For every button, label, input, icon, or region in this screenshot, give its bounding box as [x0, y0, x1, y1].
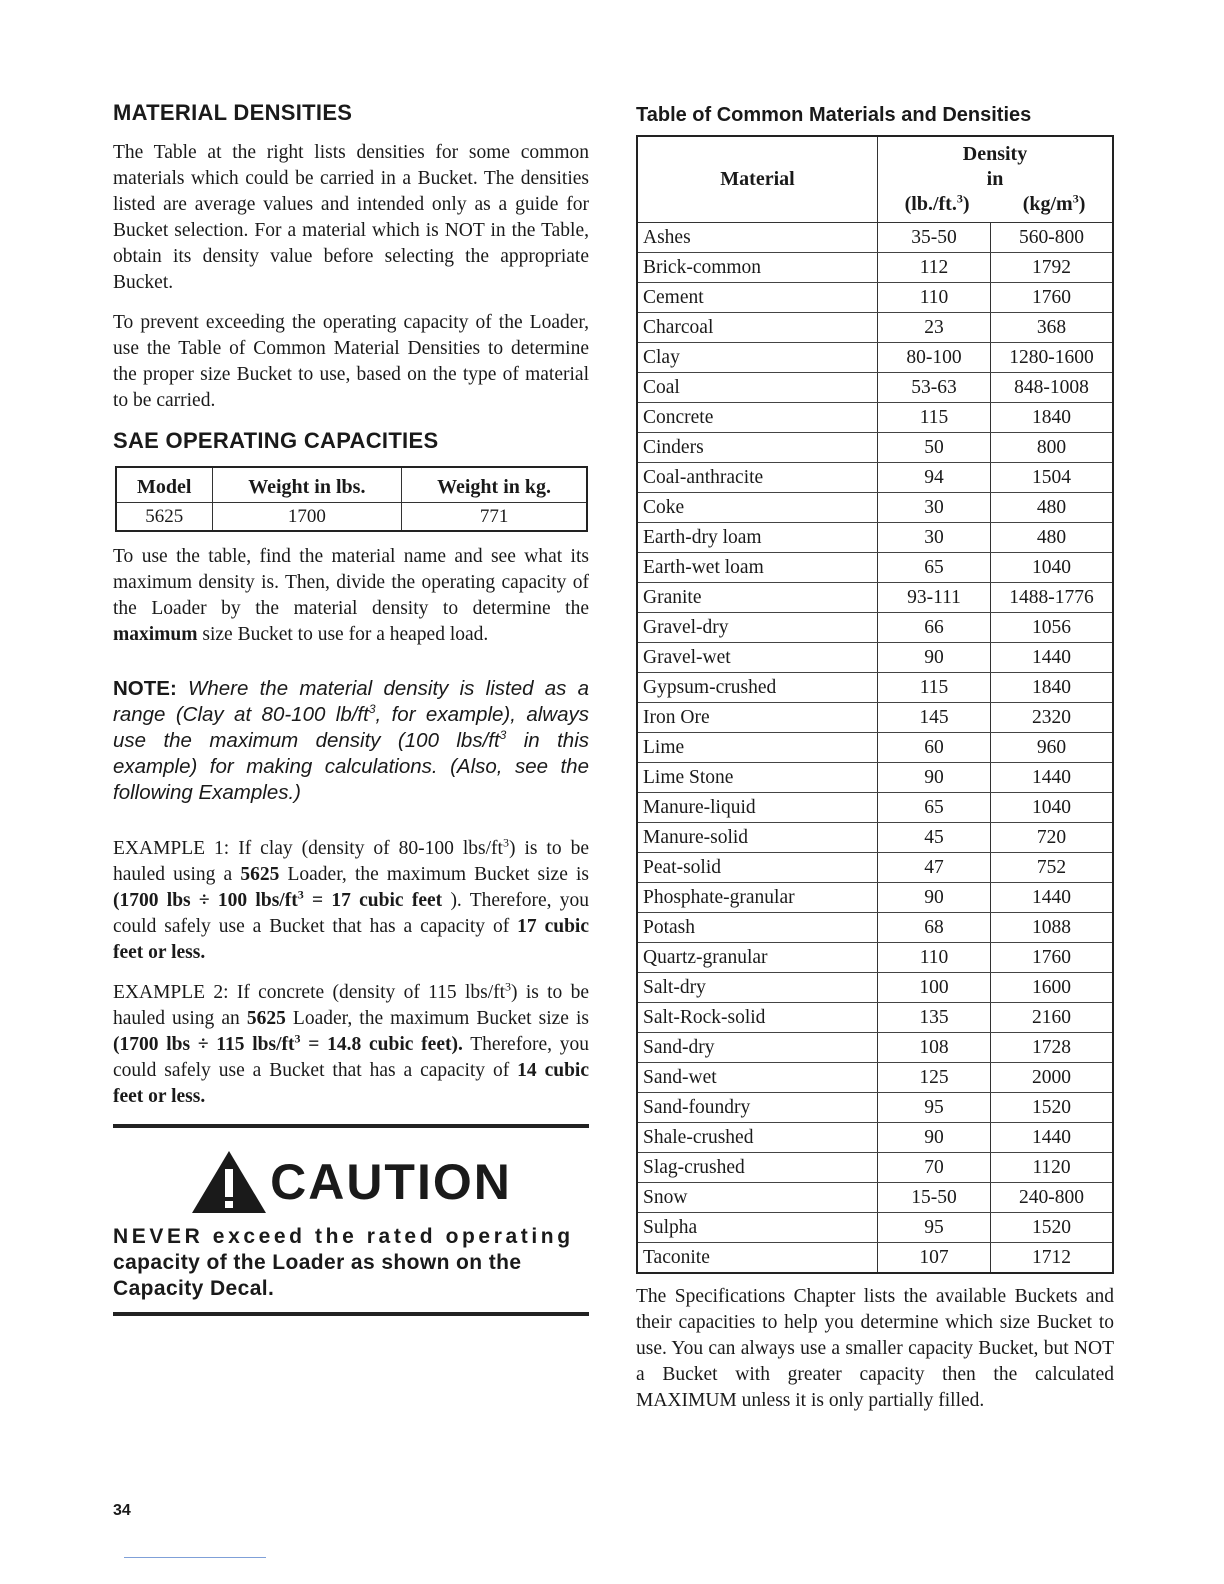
table-row	[637, 1093, 1113, 1123]
density-lb-value: 66	[878, 613, 991, 643]
density-kg-value: 1712	[991, 1243, 1114, 1274]
density-kg-value: 1792	[991, 253, 1114, 283]
density-kg-value: 960	[991, 733, 1114, 763]
table-row	[637, 1003, 1113, 1033]
table-row	[637, 223, 1113, 253]
table-row	[637, 583, 1113, 613]
material-name: Snow	[637, 1183, 878, 1213]
caution-bottom-rule	[113, 1312, 589, 1316]
material-name: Earth-dry loam	[637, 523, 878, 553]
density-lb-value: 50	[878, 433, 991, 463]
density-kg-value: 1520	[991, 1213, 1114, 1243]
material-name: Manure-liquid	[637, 793, 878, 823]
table-row	[637, 733, 1113, 763]
table-row	[637, 943, 1113, 973]
material-name: Lime	[637, 733, 878, 763]
material-name: Shale-crushed	[637, 1123, 878, 1153]
material-name: Slag-crushed	[637, 1153, 878, 1183]
density-lb-value: 65	[878, 553, 991, 583]
sae-kg-value: 771	[402, 503, 587, 532]
density-lb-value: 35-50	[878, 223, 991, 253]
table-row	[637, 1033, 1113, 1063]
density-lb-value: 65	[878, 793, 991, 823]
density-kg-value: 1280-1600	[991, 343, 1114, 373]
table-row	[637, 553, 1113, 583]
sae-header-kg: Weight in kg.	[402, 467, 587, 503]
density-kg-value: 1440	[991, 763, 1114, 793]
density-kg-value: 1760	[991, 283, 1114, 313]
density-lb-value: 60	[878, 733, 991, 763]
density-lb-value: 110	[878, 943, 991, 973]
density-lb-value: 15-50	[878, 1183, 991, 1213]
density-lb-value: 115	[878, 673, 991, 703]
material-name: Iron Ore	[637, 703, 878, 733]
density-lb-value: 108	[878, 1033, 991, 1063]
intro-paragraph: The Table at the right lists densities for some common materials which could be carried in a Bucket. The densities listed are average values and intended only as a guide for Bucket selection. For a material which is NOT in the Table, obtain its density value before selecting the appropriate Bucket.	[113, 142, 589, 293]
density-lb-value: 110	[878, 283, 991, 313]
right-column	[636, 104, 1114, 1414]
density-kg-value: 1040	[991, 793, 1114, 823]
material-name: Ashes	[637, 223, 878, 253]
density-kg-value: 1440	[991, 643, 1114, 673]
density-kg-value: 752	[991, 853, 1114, 883]
density-lb-value: 23	[878, 313, 991, 343]
sae-capacities-table	[115, 466, 588, 532]
density-kg-value: 368	[991, 313, 1114, 343]
density-lb-value: 95	[878, 1093, 991, 1123]
density-kg-value: 720	[991, 823, 1114, 853]
table-row	[637, 883, 1113, 913]
density-lb-value: 90	[878, 643, 991, 673]
material-name: Taconite	[637, 1243, 878, 1274]
material-name: Sulpha	[637, 1213, 878, 1243]
density-lb-value: 90	[878, 1123, 991, 1153]
material-densities-heading: MATERIAL DENSITIES	[113, 100, 353, 125]
table-row	[637, 1153, 1113, 1183]
material-name: Sand-dry	[637, 1033, 878, 1063]
density-lb-value: 90	[878, 763, 991, 793]
table-row	[637, 463, 1113, 493]
density-lb-value: 115	[878, 403, 991, 433]
table-row	[637, 913, 1113, 943]
density-lb-value: 94	[878, 463, 991, 493]
material-name: Lime Stone	[637, 763, 878, 793]
density-lb-value: 112	[878, 253, 991, 283]
caution-message: NEVER exceed the rated operating capacity of the Loader as shown on the Capacity Decal.	[113, 1225, 574, 1300]
density-lb-value: 70	[878, 1153, 991, 1183]
density-kg-value: 1488-1776	[991, 583, 1114, 613]
density-lb-value: 68	[878, 913, 991, 943]
density-kg-value: 1504	[991, 463, 1114, 493]
density-lb-value: 145	[878, 703, 991, 733]
material-name: Clay	[637, 343, 878, 373]
density-lb-value: 90	[878, 883, 991, 913]
example-2-paragraph: EXAMPLE 2: If concrete (density of 115 lbs/$ft^3$) is to be hauled using an 5625 Loader, the maximum Bucket size is (1700 lbs ÷ 115 lbs/$ft^3 = 14.8$ cubic feet). Therefore, you could safely use a Bucket that has a capacity of 14 cubic feet or less.	[113, 979, 590, 1107]
material-name: Potash	[637, 913, 878, 943]
density-kg-value: 1760	[991, 943, 1114, 973]
material-name: Phosphate-granular	[637, 883, 878, 913]
density-lb-value: 100	[878, 973, 991, 1003]
table-row	[637, 703, 1113, 733]
material-name: Coal-anthracite	[637, 463, 878, 493]
table-row	[637, 613, 1113, 643]
density-kg-value: 560-800	[991, 223, 1114, 253]
table-row	[637, 1243, 1113, 1274]
density-kg-value: 1728	[991, 1033, 1114, 1063]
density-kg-value: 1840	[991, 403, 1114, 433]
material-name: Concrete	[637, 403, 878, 433]
sae-capacities-heading: SAE OPERATING CAPACITIES	[113, 428, 439, 453]
material-name: Gypsum-crushed	[637, 673, 878, 703]
table-row	[637, 643, 1113, 673]
warning-triangle-icon	[190, 1149, 268, 1215]
header-unit-kg: $(kg/m^3)$	[1022, 191, 1086, 215]
material-name: Gravel-dry	[637, 613, 878, 643]
table-row	[637, 493, 1113, 523]
usage-paragraph: To use the table, find the material name and see what its maximum density is. Then, divide the operating capacity of the Loader by the material density to determine the maximum size Bucket to use for a heaped load.	[113, 546, 589, 645]
material-name: Salt-dry	[637, 973, 878, 1003]
material-name: Coke	[637, 493, 878, 523]
densities-body	[637, 223, 1113, 1274]
table-row	[637, 973, 1113, 1003]
material-name: Sand-wet	[637, 1063, 878, 1093]
density-kg-value: 480	[991, 493, 1114, 523]
table-row	[637, 673, 1113, 703]
table-row	[637, 343, 1113, 373]
densities-header-row	[637, 136, 1113, 223]
table-row	[637, 373, 1113, 403]
density-kg-value: 1520	[991, 1093, 1114, 1123]
density-kg-value: 1840	[991, 673, 1114, 703]
table-row	[637, 283, 1113, 313]
density-lb-value: 125	[878, 1063, 991, 1093]
material-name: Charcoal	[637, 313, 878, 343]
maximum-emphasis: maximum	[113, 624, 198, 645]
density-kg-value: 800	[991, 433, 1114, 463]
sae-header-row	[116, 467, 587, 503]
material-name: Quartz-granular	[637, 943, 878, 973]
sae-header-lbs: Weight in lbs.	[212, 467, 402, 503]
material-name: Cement	[637, 283, 878, 313]
table-row	[637, 313, 1113, 343]
table-row	[637, 823, 1113, 853]
density-kg-value: 1440	[991, 883, 1114, 913]
table-row	[637, 793, 1113, 823]
density-kg-value: 2160	[991, 1003, 1114, 1033]
header-density: Density in (lb./ft.$^3$) $(kg/m^3)$	[878, 136, 1114, 223]
density-lb-value: 107	[878, 1243, 991, 1274]
density-kg-value: 480	[991, 523, 1114, 553]
material-name: Manure-solid	[637, 823, 878, 853]
caution-banner	[113, 1146, 589, 1218]
density-lb-value: 30	[878, 493, 991, 523]
footer-line	[124, 1557, 266, 1558]
density-lb-value: 135	[878, 1003, 991, 1033]
density-kg-value: 1088	[991, 913, 1114, 943]
material-name: Sand-foundry	[637, 1093, 878, 1123]
material-name: Coal	[637, 373, 878, 403]
table-row	[637, 1183, 1113, 1213]
table-row	[637, 853, 1113, 883]
density-kg-value: 240-800	[991, 1183, 1114, 1213]
material-name: Earth-wet loam	[637, 553, 878, 583]
table-row	[637, 1063, 1113, 1093]
density-lb-value: 53-63	[878, 373, 991, 403]
material-name: Salt-Rock-solid	[637, 1003, 878, 1033]
density-kg-value: 1440	[991, 1123, 1114, 1153]
density-kg-value: 1040	[991, 553, 1114, 583]
caution-word: CAUTION	[270, 1154, 512, 1210]
densities-table	[636, 135, 1114, 1274]
density-lb-value: 80-100	[878, 343, 991, 373]
density-kg-value: 2000	[991, 1063, 1114, 1093]
density-kg-value: 1120	[991, 1153, 1114, 1183]
material-name: Gravel-wet	[637, 643, 878, 673]
table-row	[637, 1213, 1113, 1243]
sae-header-model: Model	[116, 467, 212, 503]
table-row	[637, 253, 1113, 283]
sae-lbs-value: 1700	[212, 503, 402, 532]
density-lb-value: 93-111	[878, 583, 991, 613]
density-kg-value: 1056	[991, 613, 1114, 643]
density-kg-value: 2320	[991, 703, 1114, 733]
material-name: Cinders	[637, 433, 878, 463]
sae-data-row	[116, 503, 587, 532]
density-kg-value: 848-1008	[991, 373, 1114, 403]
density-lb-value: 45	[878, 823, 991, 853]
caution-top-rule	[113, 1124, 589, 1128]
table-row	[637, 523, 1113, 553]
operating-capacity-paragraph: To prevent exceeding the operating capacity of the Loader, use the Table of Common Material Densities to determine the proper size Bucket to use, based on the type of material to be carried.	[113, 312, 589, 411]
material-name: Peat-solid	[637, 853, 878, 883]
example-1-paragraph: EXAMPLE 1: If clay (density of 80-100 lbs/$ft^3$) is to be hauled using a 5625 Loader, the maximum Bucket size is (1700 lbs ÷ 100 lbs/$ft^3 = 17$ cubic feet ). Therefore, you could safely use a Bucket that has a capacity of 17 cubic feet or less.	[113, 835, 590, 963]
sae-model-value: 5625	[116, 503, 212, 532]
density-lb-value: 47	[878, 853, 991, 883]
density-lb-value: 30	[878, 523, 991, 553]
page-number: 34	[113, 1502, 131, 1519]
table-row	[637, 763, 1113, 793]
table-row	[637, 403, 1113, 433]
density-kg-value: 1600	[991, 973, 1114, 1003]
header-material: Material	[637, 136, 878, 223]
note-label: NOTE:	[113, 677, 177, 700]
left-column	[113, 100, 589, 1316]
specifications-paragraph: The Specifications Chapter lists the available Buckets and their capacities to help you determine which size Bucket to use. You can always use a smaller capacity Bucket, but NOT a Bucket with greater capacity then the calculated MAXIMUM unless it is only partially filled.	[636, 1286, 1114, 1411]
table-row	[637, 1123, 1113, 1153]
density-lb-value: 95	[878, 1213, 991, 1243]
material-name: Granite	[637, 583, 878, 613]
header-unit-lb: (lb./ft.$^3$)	[904, 191, 970, 215]
table-row	[637, 433, 1113, 463]
note-paragraph: NOTE: Where the material density is listed as a range (Clay at 80-100 $lb/ft^3$, for example), always use the maximum density (100 lbs/$ft^3$ in this example) for making calculations. (Also, see the following Examples.)	[113, 677, 589, 804]
densities-table-heading: Table of Common Materials and Densities	[636, 104, 1032, 126]
material-name: Brick-common	[637, 253, 878, 283]
